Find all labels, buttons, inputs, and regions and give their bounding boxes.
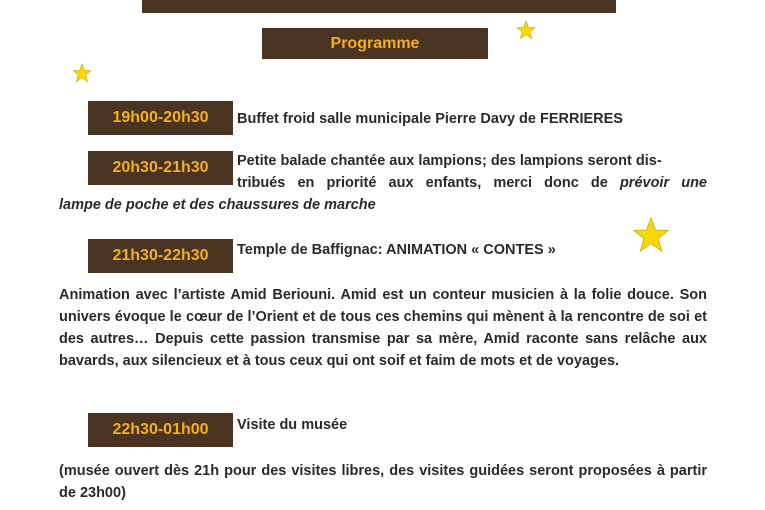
- event-2-line-1: Petite balade chantée aux lampions; des lampions seront dis-: [237, 153, 662, 169]
- header-bar: [142, 0, 616, 13]
- programme-title: [262, 28, 488, 59]
- event-2-line-3-italic: lampe de poche et des chaussures de marche: [59, 197, 376, 213]
- event-4-details: (musée ouvert dès 21h pour des visites libres, des visites guidées seront proposées à partir de 23h00): [59, 463, 707, 501]
- time-label: 19h00-20h30: [112, 109, 209, 126]
- time-label: 21h30-22h30: [112, 247, 209, 264]
- event-3-description: Temple de Baffignac: ANIMATION « CONTES »: [237, 242, 556, 258]
- event-1-description: Buffet froid salle municipale Pierre Davy de FERRIERES: [237, 111, 623, 127]
- star-icon: [72, 63, 92, 83]
- time-label: 22h30-01h00: [112, 421, 209, 438]
- event-2-line-2: [237, 172, 707, 194]
- star-icon: [632, 216, 670, 254]
- star-icon: [516, 20, 536, 40]
- event-3-details: Animation avec l’artiste Amid Beriouni. Amid est un conteur musicien à la folie douce. Son univers évoque le cœur de l’Orient et de tous ces chemins qui mènent à la rencontre de soi et des autres… Depuis cette passion transmise par sa mère, Amid raconte sans relâche aux bavards, aux silencieux et à tous ceux qui ont soif et faim de mots et de voyages.: [59, 287, 707, 369]
- time-badge-1: [88, 101, 233, 135]
- time-label: 20h30-21h30: [112, 159, 209, 176]
- time-badge-3: [88, 239, 233, 273]
- time-badge-2: [88, 151, 233, 185]
- event-4-description: Visite du musée: [237, 417, 348, 433]
- time-badge-4: [88, 413, 233, 447]
- event-2-line-2-italic: prévoir une: [619, 175, 707, 191]
- event-2-line-2-normal: tribués en priorité aux enfants, merci donc de: [237, 175, 620, 191]
- event-2-line-3: [59, 194, 376, 216]
- programme-title-text: Programme: [330, 34, 420, 52]
